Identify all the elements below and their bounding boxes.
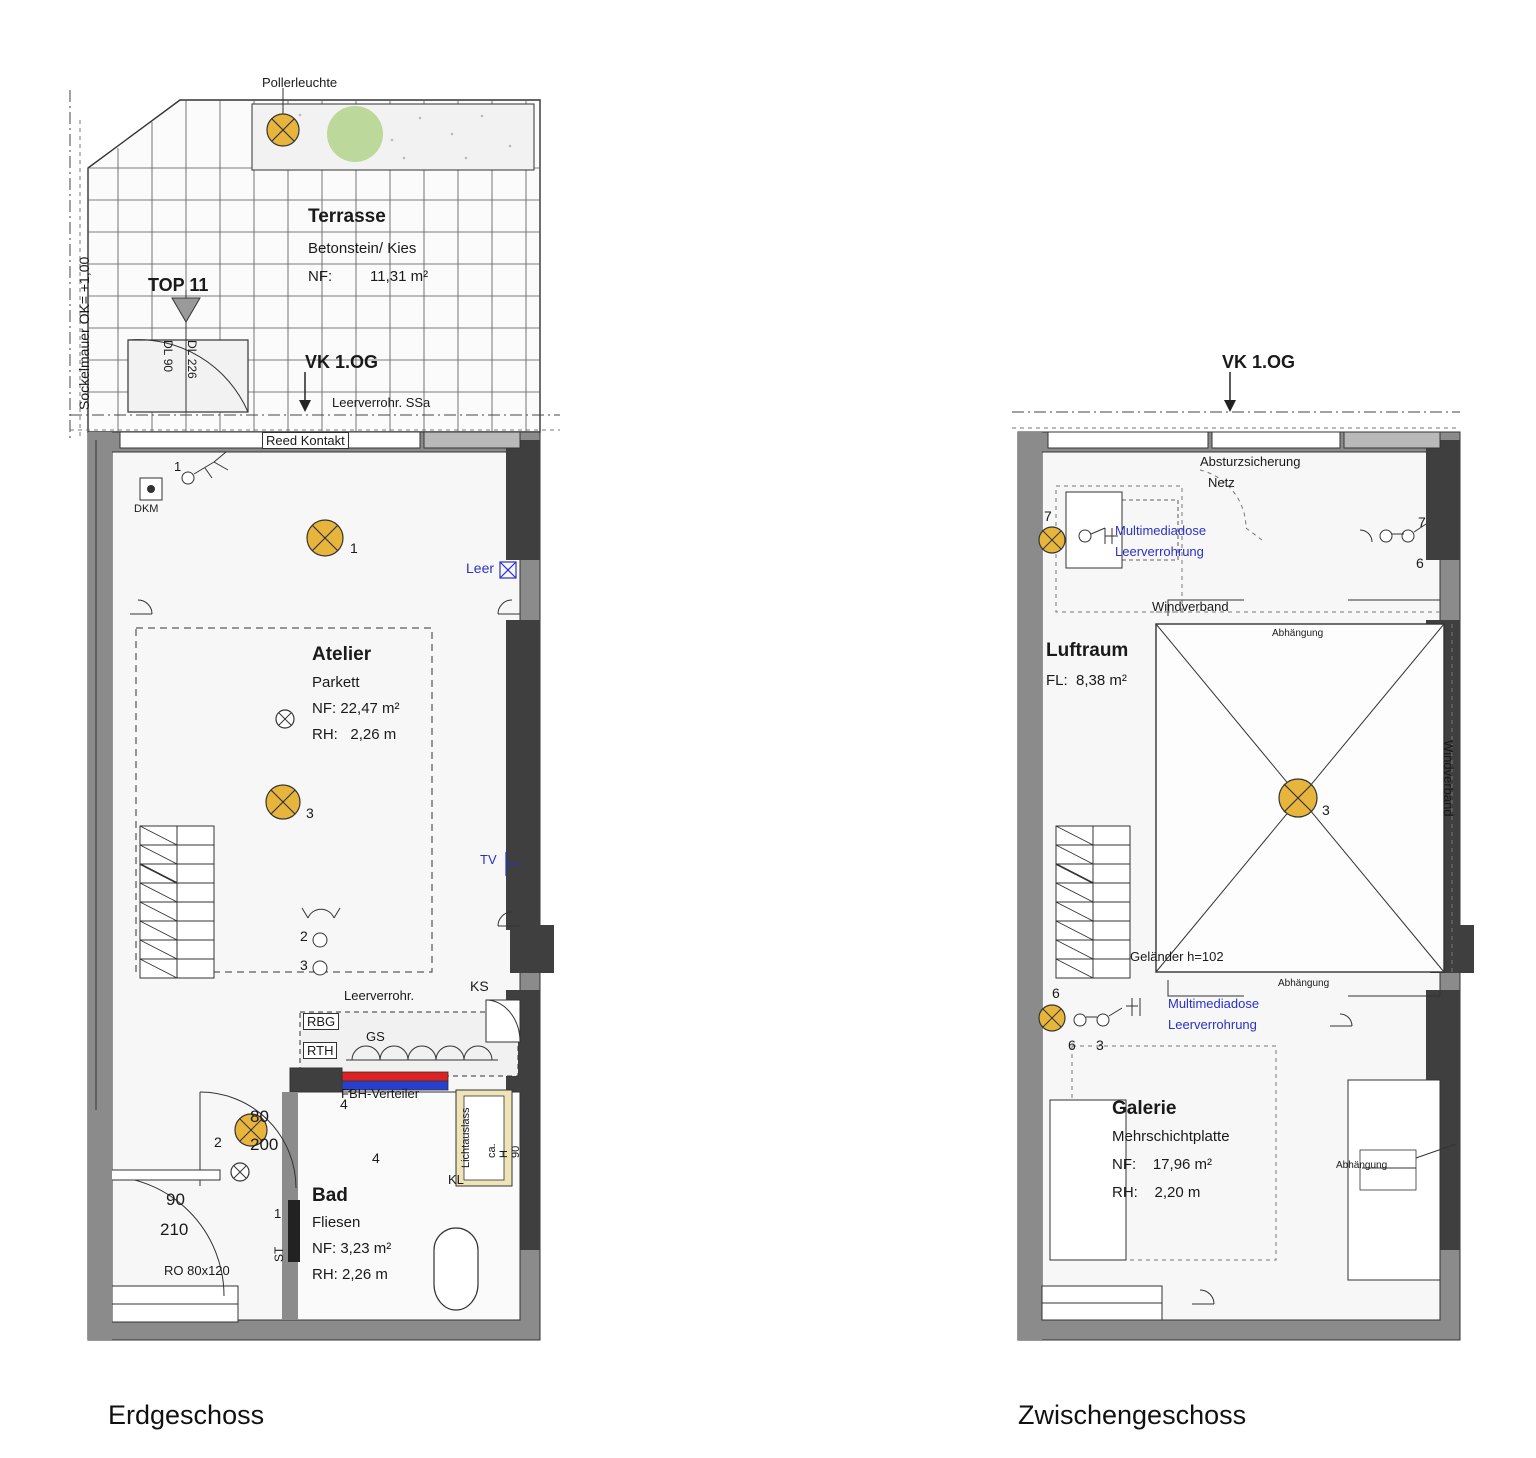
circuit-num-1b: 1 <box>350 540 358 556</box>
circuit-num-2b: 2 <box>214 1134 222 1150</box>
room-area-label-terrasse: NF: <box>308 268 333 285</box>
label-absturzsicherung: Absturzsicherung <box>1200 454 1301 469</box>
height-value-atelier: 2,26 m <box>350 726 397 743</box>
zwischengeschoss-drawing <box>900 0 1536 1400</box>
room-area-atelier <box>312 700 400 717</box>
label-dkm: DKM <box>134 503 159 515</box>
height-value-bad: 2,26 m <box>342 1266 388 1283</box>
room-height-bad <box>312 1266 388 1283</box>
room-title-galerie: Galerie <box>1112 1098 1177 1119</box>
vk-label-zg: VK 1.OG <box>1222 352 1296 372</box>
circuit-num-3a: 3 <box>306 805 314 821</box>
room-title-bad: Bad <box>312 1185 348 1206</box>
label-sockelmauer: Sockelmauer OK= +1,00 <box>76 256 92 410</box>
label-tv: TV <box>480 852 497 867</box>
vk-label-eg: VK 1.OG <box>305 352 379 372</box>
label-abhaengung-3: Abhängung <box>1336 1160 1388 1171</box>
room-material-terrasse: Betonstein/ Kies <box>308 240 417 257</box>
room-title-atelier: Atelier <box>312 644 372 665</box>
room-area-galerie <box>1112 1156 1212 1173</box>
room-height-atelier <box>312 726 396 743</box>
circuit-num-2a: 2 <box>300 928 308 944</box>
label-netz: Netz <box>1208 475 1235 490</box>
circuit-num-3d: 3 <box>1096 1037 1104 1053</box>
room-area-luftraum <box>1046 672 1127 689</box>
room-material-bad: Fliesen <box>312 1214 361 1231</box>
label-abhaengung-2: Abhängung <box>1278 978 1330 989</box>
floor-plan-zwischengeschoss: VK 1.OG Absturzsicherung Netz 7 7 6 Multimediadose Leerverrohrung Windverband Windverband Abhängung Abhängung Abhängung Luftraum FL: 8,38 m² 3 Geländer h=102 Multimediadose Leerverrohrung 6 6 3 Galerie Mehrschichtplatte NF: 17,96 m² RH: 2,20 m Zwischengeschoss <box>900 0 1536 1400</box>
label-rth: RTH <box>303 1042 337 1059</box>
circuit-num-6c: 6 <box>1068 1037 1076 1053</box>
floor-caption-erdgeschoss: Erdgeschoss <box>108 1400 265 1430</box>
label-ks: KS <box>470 978 489 994</box>
label-gs: GS <box>366 1029 385 1044</box>
circuit-num-6b: 6 <box>1052 985 1060 1001</box>
circuit-num-4b: 4 <box>372 1150 380 1166</box>
area-value-atelier: 22,47 m² <box>340 700 400 717</box>
label-abhaengung-1: Abhängung <box>1272 628 1324 639</box>
door-dim-210: 210 <box>160 1220 189 1239</box>
label-kl: KL <box>448 1172 464 1187</box>
label-leer: Leer <box>466 560 495 576</box>
room-title-terrasse: Terrasse <box>308 206 386 227</box>
area-label-bad: NF: <box>312 1240 337 1257</box>
door-dim-80: 80 <box>250 1107 269 1126</box>
unit-label-top11: TOP 11 <box>148 275 209 295</box>
circuit-num-3c: 3 <box>1322 802 1330 818</box>
label-gelaender: Geländer h=102 <box>1130 949 1224 964</box>
room-title-luftraum: Luftraum <box>1046 640 1129 661</box>
label-ro-80x120: RO 80x120 <box>164 1263 230 1278</box>
circuit-num-7b: 7 <box>1418 514 1426 530</box>
circuit-num-1c: 1 <box>274 1206 282 1221</box>
room-height-galerie <box>1112 1184 1200 1201</box>
door-dim-200: 200 <box>250 1135 279 1154</box>
label-leerverrohrung-top: Leerverrohrung <box>1115 544 1204 559</box>
label-leerverrohr: Leerverrohr. <box>344 988 415 1003</box>
area-value-galerie: 17,96 m² <box>1152 1156 1213 1173</box>
room-area-bad <box>312 1240 391 1257</box>
label-multimediadose-top: Multimediadose <box>1115 523 1207 538</box>
circuit-num-3b: 3 <box>300 957 308 973</box>
height-value-galerie: 2,20 m <box>1154 1184 1201 1201</box>
room-material-galerie: Mehrschichtplatte <box>1112 1128 1230 1145</box>
label-fbh-verteiler: FBH-Verteiler <box>341 1086 420 1101</box>
height-label-bad: RH: <box>312 1266 338 1283</box>
label-leerverrohr-ssa: Leerverrohr. SSa <box>332 395 431 410</box>
area-label-atelier: NF: <box>312 700 337 717</box>
label-windverband-top: Windverband <box>1152 599 1229 614</box>
circuit-num-1a: 1 <box>174 459 182 474</box>
label-pollerleuchte: Pollerleuchte <box>262 75 338 90</box>
floor-caption-zwischengeschoss: Zwischengeschoss <box>1018 1400 1247 1430</box>
height-label-atelier: RH: <box>312 726 338 743</box>
label-multimediadose-bottom: Multimediadose <box>1168 996 1260 1011</box>
door-dim-90: 90 <box>166 1190 185 1209</box>
label-rbg: RBG <box>303 1013 339 1030</box>
label-reed-kontakt: Reed Kontakt <box>262 432 349 449</box>
area-value-bad: 3,23 m² <box>340 1240 392 1257</box>
room-area-terrasse: 11,31 m² <box>370 268 429 285</box>
height-label-galerie: RH: <box>1112 1184 1138 1201</box>
label-leerverrohrung-bottom: Leerverrohrung <box>1168 1017 1257 1032</box>
circuit-num-6a: 6 <box>1416 555 1424 571</box>
area-label-luftraum: FL: <box>1046 672 1068 689</box>
area-label-galerie: NF: <box>1112 1156 1137 1173</box>
floor-plan-erdgeschoss: Pollerleuchte Sockelmauer OK= +1,00 Terrasse Betonstein/ Kies NF: 11,31 m² TOP 11 VK 1.OG Leerverrohr. SSa DL 90 DL 226 Reed Kontakt DKM 1 1 Leer Atelier Parkett NF: 22,47 m² RH: 2,26 m 3 2 3 TV KS Leerverrohr. RBG RTH GS FBH-Verteiler KL Lichtauslass ca. H 90 80 200 2 4 4 Bad Fliesen NF: 3,23 m² RH: 2,26 m 1 ST 90 210 RO 80x120 Erdgeschoss <box>0 0 640 1400</box>
circuit-num-4a: 4 <box>340 1096 348 1112</box>
circuit-num-7a: 7 <box>1044 508 1052 524</box>
area-value-luftraum: 8,38 m² <box>1076 672 1127 689</box>
room-material-atelier: Parkett <box>312 674 360 691</box>
